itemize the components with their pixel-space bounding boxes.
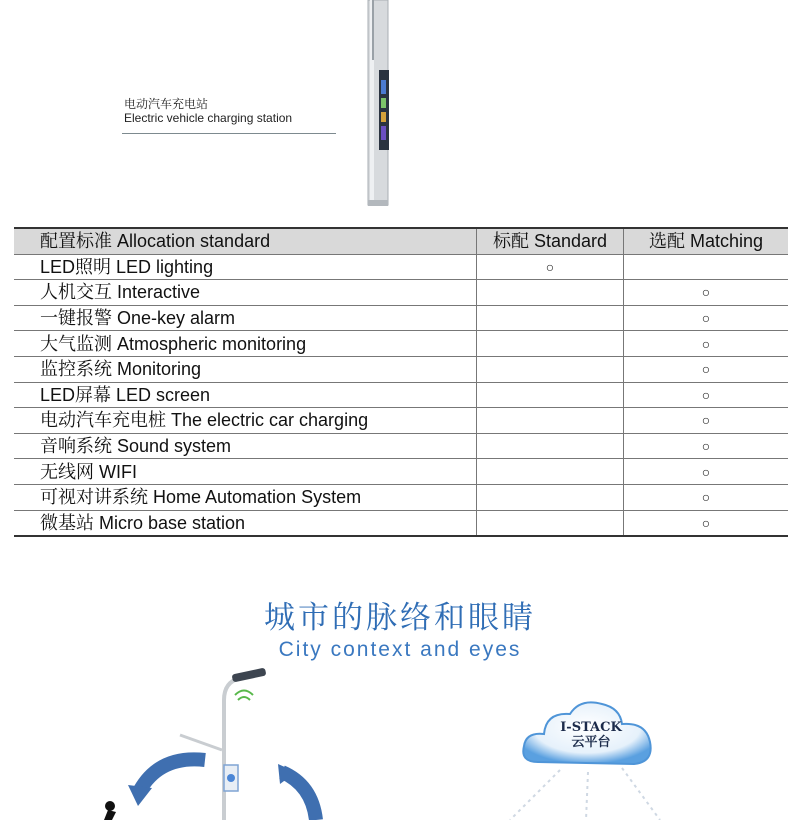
table-row	[14, 356, 788, 382]
row-feature-name: 音响系统 Sound system	[14, 433, 477, 459]
row-standard-mark	[477, 382, 624, 408]
cloud-label-line1: I-STACK	[560, 720, 622, 735]
row-matching-mark: ○	[624, 382, 789, 408]
row-matching-mark: ○	[624, 356, 789, 382]
row-feature-name: LED屏幕 LED screen	[14, 382, 477, 408]
table-row	[14, 382, 788, 408]
table-row	[14, 280, 788, 306]
row-matching-mark: ○	[624, 280, 789, 306]
row-standard-mark	[477, 459, 624, 485]
row-standard-mark	[477, 433, 624, 459]
row-matching-mark: ○	[624, 305, 789, 331]
table-row	[14, 459, 788, 485]
row-matching-mark: ○	[624, 459, 789, 485]
row-matching-mark: ○	[624, 408, 789, 434]
row-feature-name: 一键报警 One-key alarm	[14, 305, 477, 331]
street-pole-icon	[224, 673, 262, 820]
cycle-arrow-right-icon	[282, 772, 316, 820]
row-feature-name: 监控系统 Monitoring	[14, 356, 477, 382]
row-standard-mark	[477, 408, 624, 434]
header-allocation: 配置标准 Allocation standard	[14, 228, 477, 254]
table-header-row	[14, 228, 788, 254]
row-feature-name: 可视对讲系统 Home Automation System	[14, 484, 477, 510]
row-standard-mark	[477, 305, 624, 331]
row-standard-mark	[477, 331, 624, 357]
table-row	[14, 331, 788, 357]
row-matching-mark: ○	[624, 331, 789, 357]
row-feature-name: 大气监测 Atmospheric monitoring	[14, 331, 477, 357]
table-row	[14, 484, 788, 510]
charging-station-callout	[124, 97, 292, 125]
row-standard-mark	[477, 510, 624, 536]
row-matching-mark	[624, 254, 789, 280]
smart-city-illustration	[0, 660, 800, 820]
table-row	[14, 510, 788, 536]
row-standard-mark	[477, 484, 624, 510]
cloud-platform-label	[548, 720, 634, 750]
header-matching: 选配 Matching	[624, 228, 789, 254]
table-row	[14, 305, 788, 331]
section-title: 城市的脉络和眼睛	[264, 600, 536, 635]
row-feature-name: LED照明 LED lighting	[14, 254, 477, 280]
row-feature-name: 微基站 Micro base station	[14, 510, 477, 536]
callout-label-en: Electric vehicle charging station	[124, 111, 293, 125]
pole-arm	[180, 735, 222, 750]
row-standard-mark	[477, 356, 624, 382]
allocation-table	[14, 227, 788, 537]
row-feature-name: 无线网 WIFI	[14, 459, 477, 485]
callout-underline	[122, 133, 336, 134]
header-standard: 标配 Standard	[477, 228, 624, 254]
row-feature-name: 电动汽车充电桩 The electric car charging	[14, 408, 477, 434]
row-matching-mark: ○	[624, 510, 789, 536]
table-row	[14, 433, 788, 459]
person-icon	[105, 801, 115, 811]
lamp-head-icon	[232, 668, 267, 683]
row-matching-mark: ○	[624, 433, 789, 459]
row-standard-mark	[477, 280, 624, 306]
wifi-icon	[238, 697, 250, 700]
row-feature-name: 人机交互 Interactive	[14, 280, 477, 306]
charging-pole-image	[364, 0, 392, 208]
section-subtitle: City context and eyes	[278, 638, 522, 661]
callout-label-cn: 电动汽车充电站	[124, 97, 209, 111]
table-row	[14, 254, 788, 280]
table-row	[14, 408, 788, 434]
row-standard-mark: ○	[477, 254, 624, 280]
row-matching-mark: ○	[624, 484, 789, 510]
cycle-arrow-left-icon	[140, 759, 205, 790]
cloud-label-line2: 云平台	[571, 735, 611, 750]
